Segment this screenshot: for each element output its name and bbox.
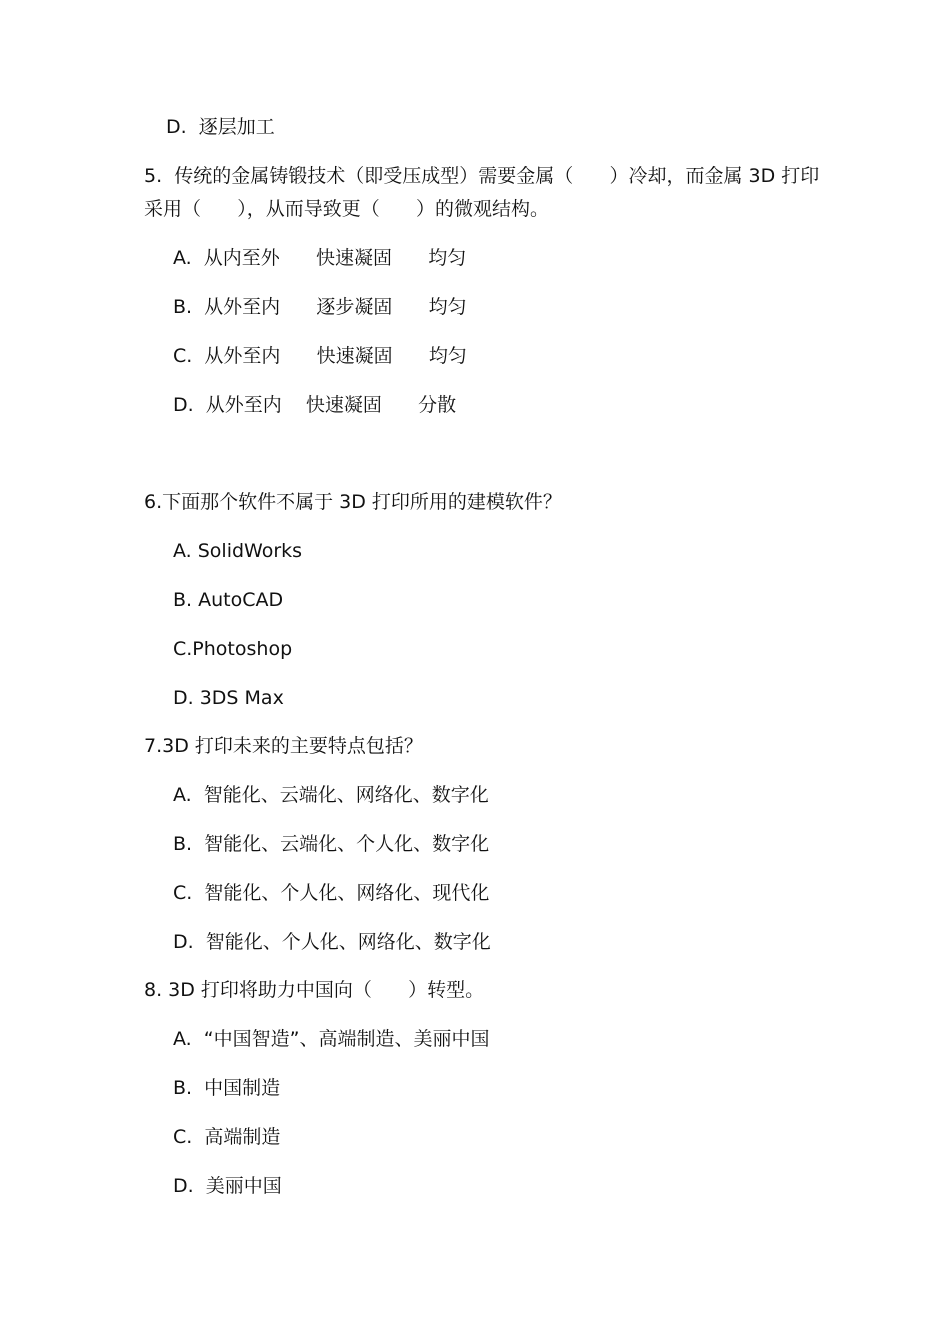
q5-option-a: A. 从内至外 快速凝固 均匀 [173,247,467,269]
q6-option-d: D. 3DS Max [173,687,284,709]
q8-option-a: A. “中国智造”、高端制造、美丽中国 [173,1028,490,1050]
q6-option-b: B. AutoCAD [173,589,284,611]
q8-option-b: B. 中国制造 [173,1077,281,1099]
q5-option-d: D. 从外至内 快速凝固 分散 [173,394,457,416]
q4-option-d: D. 逐层加工 [166,116,275,138]
q8-option-d: D. 美丽中国 [173,1175,282,1197]
q6-option-c: C.Photoshop [173,638,293,660]
q5-option-b: B. 从外至内 逐步凝固 均匀 [173,296,467,318]
q8-stem: 8. 3D 打印将助力中国向（ ）转型。 [144,979,485,1001]
q8-option-c: C. 高端制造 [173,1126,281,1148]
q5-stem-line-2: 采用（ ），从而导致更（ ）的微观结构。 [144,198,549,220]
q7-stem: 7.3D 打印未来的主要特点包括？ [144,735,423,757]
q7-option-c: C. 智能化、个人化、网络化、现代化 [173,882,490,904]
q7-option-d: D. 智能化、个人化、网络化、数字化 [173,931,491,953]
q6-stem: 6.下面那个软件不属于 3D 打印所用的建模软件？ [144,491,562,513]
q7-option-a: A. 智能化、云端化、网络化、数字化 [173,784,489,806]
q7-option-b: B. 智能化、云端化、个人化、数字化 [173,833,490,855]
q6-option-a: A. SolidWorks [173,540,303,562]
q5-option-c: C. 从外至内 快速凝固 均匀 [173,345,467,367]
q5-stem-line-1: 5. 传统的金属铸锻技术（即受压成型）需要金属（ ）冷却，而金属 3D 打印 [144,165,820,187]
